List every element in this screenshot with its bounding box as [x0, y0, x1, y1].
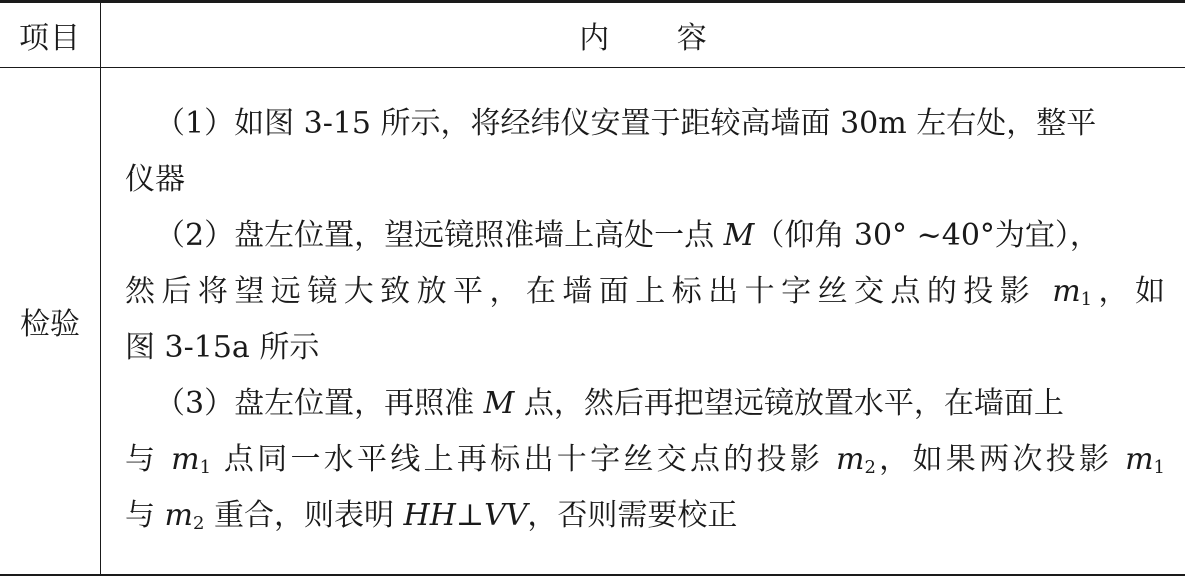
projection-m: m — [1052, 274, 1081, 309]
projection-m1-a-subscript: 1 — [199, 457, 212, 478]
step-3-text-h: ，否则需要校正 — [527, 498, 738, 533]
step-3-line-2 — [125, 432, 1165, 488]
step-3-line-1 — [125, 376, 1165, 432]
step-3-text-b: 点，然后再把望远镜放置水平，在墙面上 — [514, 386, 1064, 421]
step-1-line-2: 仪器 — [125, 162, 185, 197]
step-1-line-1: （1）如图 3-15 所示，将经纬仪安置于距较高墙面 30m 左右处，整平 — [155, 106, 1097, 141]
point-M: M — [723, 218, 755, 253]
step-2-line-1 — [125, 208, 1165, 264]
perpendicular-symbol: ⊥ — [455, 498, 485, 533]
step-3-line-3 — [125, 488, 1165, 544]
step-3-text-d: 点同一水平线上再标出十字丝交点的投影 — [211, 442, 836, 477]
step-3-text-a: （3）盘左位置，再照准 — [155, 386, 484, 421]
step-2-line-3: 图 3-15a 所示 — [125, 330, 320, 365]
table-header-rule — [0, 67, 1185, 68]
table-column-divider — [100, 3, 101, 574]
row-label-inspection: 检验 — [20, 307, 80, 342]
step-2-text-a: （2）盘左位置，望远镜照准墙上高处一点 — [155, 218, 724, 253]
step-2-text-c: 然后将望远镜大致放平，在墙面上标出十字丝交点的投影 — [125, 274, 1053, 309]
step-2-text-b: （仰角 30° ~40°为宜）， — [754, 218, 1100, 253]
projection-m2-a: m — [835, 442, 865, 477]
axis-VV: VV — [484, 498, 528, 533]
table-bottom-rule — [0, 574, 1185, 576]
projection-m2-b-subscript: 2 — [193, 513, 205, 534]
projection-m1-b-subscript: 1 — [1153, 457, 1165, 478]
header-content: 内 容 — [579, 21, 707, 56]
projection-m2-b: m — [164, 498, 193, 533]
step-2-text-d: ，如 — [1092, 274, 1165, 309]
step-2-line-2 — [125, 264, 1165, 320]
step-3-text-c: 与 — [125, 442, 172, 477]
step-3-text-e: ，如果两次投影 — [875, 442, 1126, 477]
axis-HH: HH — [403, 498, 456, 533]
projection-m1-a: m — [171, 442, 200, 477]
step-3-text-g: 重合，则表明 — [204, 498, 404, 533]
inspection-steps — [125, 96, 1165, 544]
header-item: 项目 — [19, 21, 81, 56]
projection-m2-a-subscript: 2 — [864, 457, 876, 478]
projection-m-subscript: 1 — [1080, 289, 1093, 310]
step-3-text-f: 与 — [125, 498, 165, 533]
point-M-2: M — [483, 386, 515, 421]
projection-m1-b: m — [1125, 442, 1154, 477]
